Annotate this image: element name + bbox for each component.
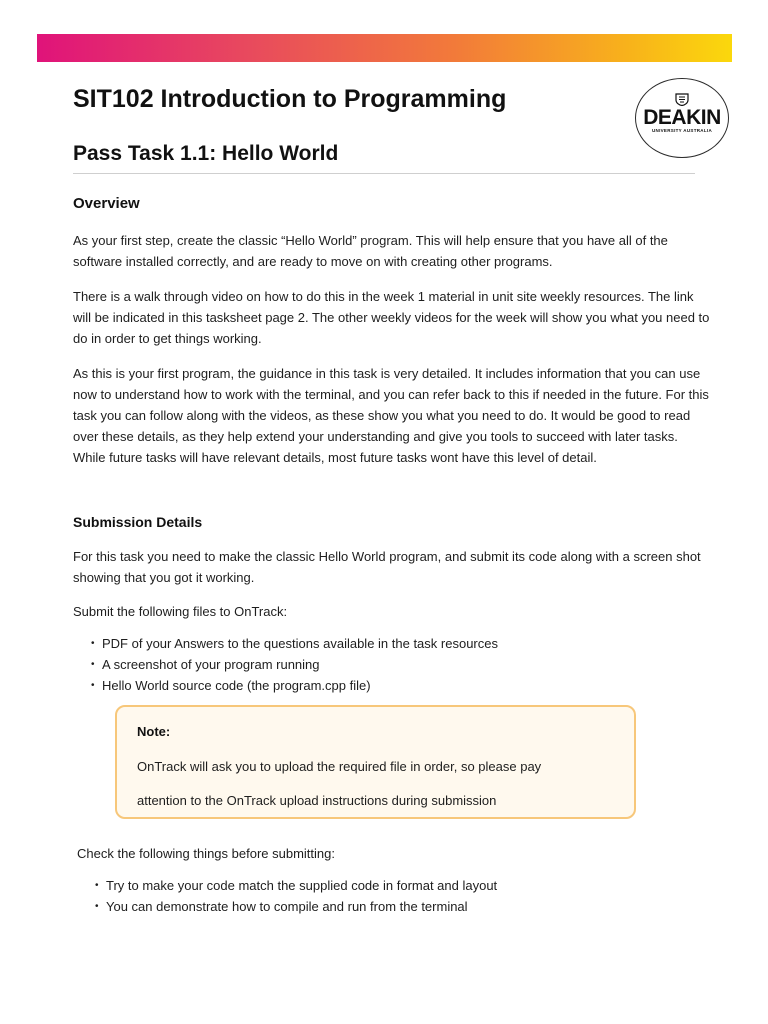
overview-paragraph-3: As this is your first program, the guidance in this task is very detailed. It includes information that you can use now to understand how to work with the terminal, and you can refer back to this if needed in the future. For this task you can follow along with the videos, as these show you what you need to do. It would be good to read over these details, as they help extend your understanding and give you tools to succeed with later tasks. While future tasks will have relevant details, most future tasks wont have this level of detail. xyxy=(73,366,709,465)
overview-paragraph-1: As your first step, create the classic “Hello World” program. This will help ensure that you have all of the software installed correctly, and are ready to move on with creating other programs. xyxy=(73,233,668,269)
check-item-label: Try to make your code match the supplied code in format and layout xyxy=(106,878,498,893)
files-list xyxy=(90,633,498,696)
note-line-1: OnTrack will ask you to upload the required file in order, so please pay xyxy=(137,759,542,774)
task-title: Pass Task 1.1: Hello World xyxy=(73,142,339,165)
note-title: Note: xyxy=(137,724,171,739)
deakin-crest-icon xyxy=(675,93,689,106)
overview-heading: Overview xyxy=(73,195,140,212)
list-item xyxy=(90,654,498,675)
files-intro: Submit the following files to OnTrack: xyxy=(73,604,288,619)
checks-list xyxy=(94,875,497,917)
list-item xyxy=(90,633,498,654)
title-divider xyxy=(73,173,695,174)
check-item-label: You can demonstrate how to compile and run from the terminal xyxy=(106,899,468,914)
note-callout xyxy=(115,705,636,819)
file-item-label: Hello World source code (the program.cpp file) xyxy=(102,678,371,693)
logo-subline: UNIVERSITY AUSTRALIA xyxy=(651,128,712,133)
submission-heading: Submission Details xyxy=(73,514,203,530)
logo-wordmark: DEAKIN xyxy=(643,106,721,129)
note-line-2: attention to the OnTrack upload instructions during submission xyxy=(137,793,497,808)
deakin-logo xyxy=(635,78,729,158)
bullet-icon: • xyxy=(91,680,95,691)
course-title: SIT102 Introduction to Programming xyxy=(73,85,507,113)
overview-paragraph-2: There is a walk through video on how to do this in the week 1 material in unit site weekly resources. The link will be indicated in this tasksheet page 2. The other weekly videos for the week will show you what you need to do in order to get things working. xyxy=(73,289,710,346)
bullet-icon: • xyxy=(95,880,99,891)
file-item-label: PDF of your Answers to the questions available in the task resources xyxy=(102,636,498,651)
list-item xyxy=(90,675,498,696)
list-item xyxy=(94,896,497,917)
file-item-label: A screenshot of your program running xyxy=(102,657,320,672)
list-item xyxy=(94,875,497,896)
check-intro: Check the following things before submitting: xyxy=(77,846,335,861)
submission-intro: For this task you need to make the classic Hello World program, and submit its code along with a screen shot showing that you got it working. xyxy=(73,549,701,585)
header-gradient-banner xyxy=(37,34,732,62)
bullet-icon: • xyxy=(95,901,99,912)
bullet-icon: • xyxy=(91,638,95,649)
bullet-icon: • xyxy=(91,659,95,670)
